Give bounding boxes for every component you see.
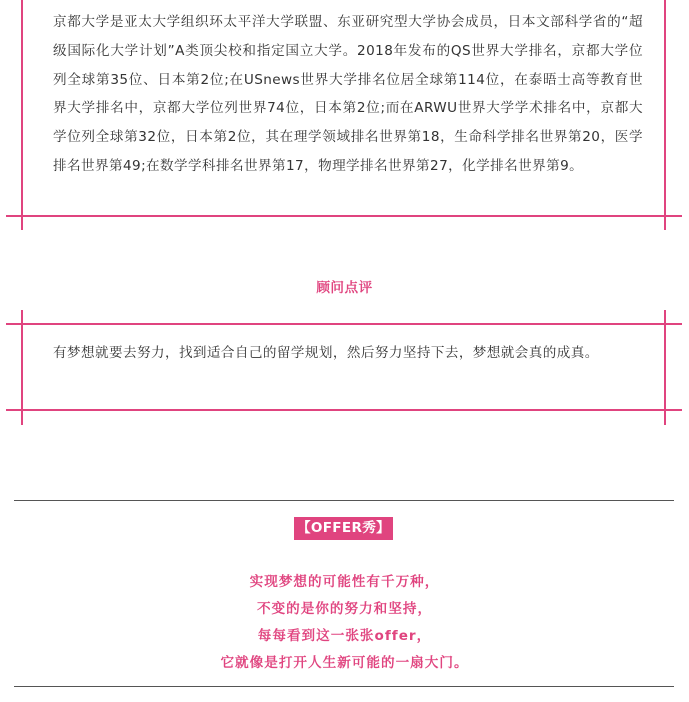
offer-line-2: 不变的是你的努力和坚持， bbox=[256, 601, 433, 617]
advisor-comment-title: 顾问点评 bbox=[316, 280, 373, 296]
offer-show-badge: 【OFFER秀】 bbox=[294, 517, 393, 540]
intro-frame-bottom-border bbox=[6, 215, 682, 217]
offer-line-3: 每每看到这一张张offer， bbox=[257, 628, 432, 644]
offer-top-divider bbox=[14, 500, 674, 501]
intro-paragraph: 京都大学是亚太大学组织环太平洋大学联盟、东亚研究型大学协会成员，日本文部科学省的“超级国际化大学计划”A类顶尖校和指定国立大学。2018年发布的QS世界大学排名，京都大学位列全球第35位、日本第2位;在USnews世界大学排名位居全球第114位，在泰晤士高等教育世界大学排名中，京都大学位列世界74位，日本第2位;而在ARWU世界大学学术排名中，京都大学位列全球第32位，日本第2位，其在理学领域排名世界第18，生命科学排名世界第20，医学排名世界第49;在数学学科排名世界第17，物理学排名世界第27，化学排名世界第9。 bbox=[53, 14, 643, 174]
offer-bottom-divider bbox=[14, 686, 674, 687]
advisor-comment-paragraph: 有梦想就要去努力，找到适合自己的留学规划，然后努力坚持下去，梦想就会真的成真。 bbox=[53, 345, 599, 361]
comment-frame-bottom-border bbox=[6, 409, 682, 411]
comment-frame-left-border bbox=[21, 310, 23, 425]
intro-frame-left-border bbox=[21, 0, 23, 230]
intro-frame-right-border bbox=[664, 0, 666, 230]
offer-line-4: 它就像是打开人生新可能的一扇大门。 bbox=[220, 655, 469, 671]
comment-frame-right-border bbox=[664, 310, 666, 425]
offer-line-1: 实现梦想的可能性有千万种， bbox=[249, 574, 440, 590]
comment-frame-top-border bbox=[6, 323, 682, 325]
